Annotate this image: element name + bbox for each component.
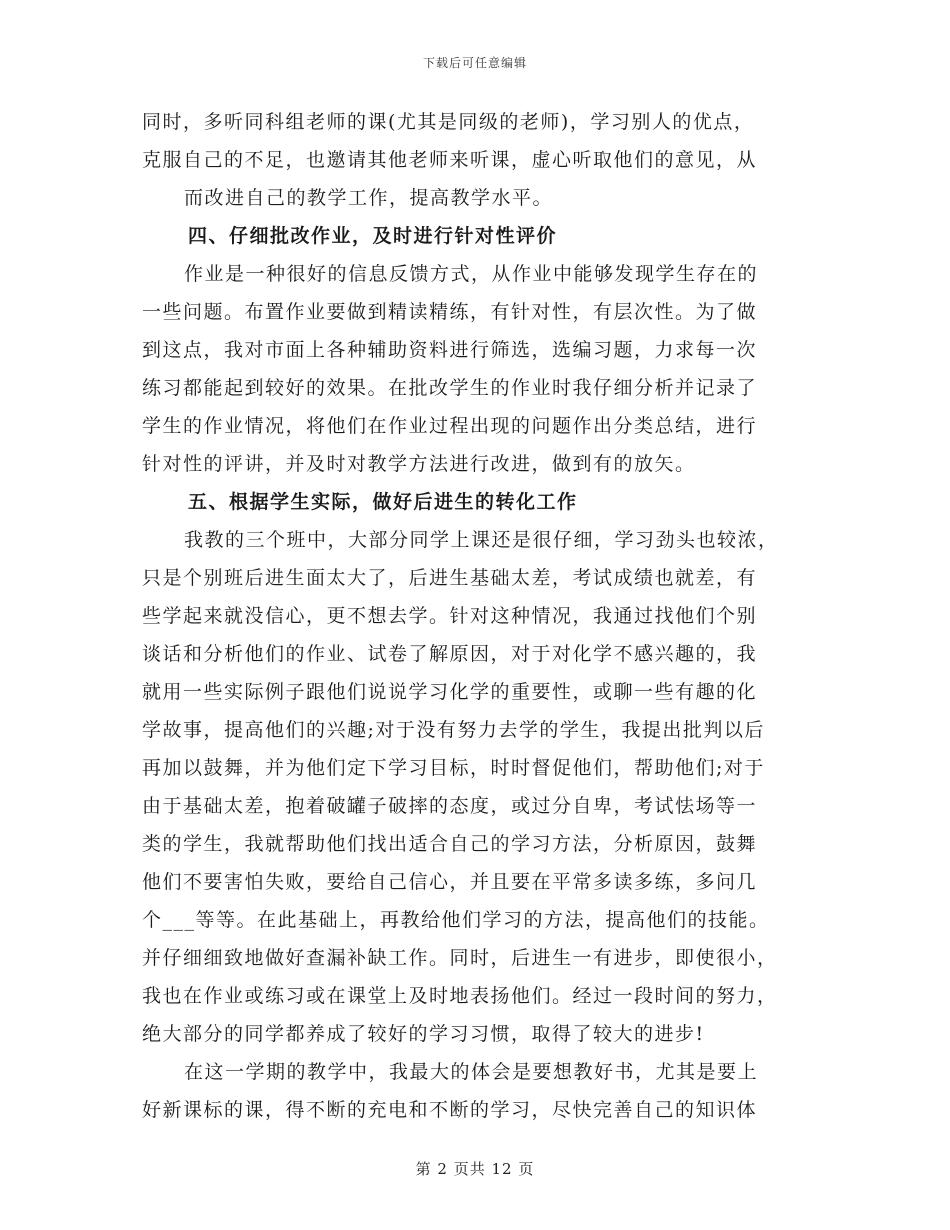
text-line: 我也在作业或练习或在课堂上及时地表扬他们。经过一段时间的努力， <box>142 985 778 1007</box>
page-header: 下载后可任意编辑 <box>422 56 527 70</box>
text-line: 绝大部分的同学都养成了较好的学习习惯，取得了较大的进步! <box>142 1023 705 1045</box>
text-line: 学故事，提高他们的兴趣;对于没有努力去学的学生，我提出批判以后 <box>142 719 765 741</box>
text-line: 学生的作业情况，将他们在作业过程出现的问题作出分类总结，进行 <box>142 415 758 437</box>
text-line: 针对性的评讲，并及时对教学方法进行改进，做到有的放矢。 <box>142 453 696 475</box>
text-line: 谈话和分析他们的作业、试卷了解原因，对于对化学不感兴趣的，我 <box>142 643 758 665</box>
text-line: 同时，多听同科组老师的课(尤其是同级的老师)，学习别人的优点， <box>142 111 755 133</box>
text-line: 些学起来就没信心，更不想去学。针对这种情况，我通过找他们个别 <box>142 605 758 627</box>
text-line: 好新课标的课，得不断的充电和不断的学习，尽快完善自己的知识体 <box>142 1099 758 1121</box>
text-line: 作业是一种很好的信息反馈方式，从作业中能够发现学生存在的 <box>184 263 759 285</box>
text-line: 在这一学期的教学中，我最大的体会是要想教好书，尤其是要上 <box>184 1061 759 1083</box>
text-line: 一些问题。布置作业要做到精读精练，有针对性，有层次性。为了做 <box>142 301 758 323</box>
text-line: 就用一些实际例子跟他们说说学习化学的重要性，或聊一些有趣的化 <box>142 681 758 703</box>
text-line: 再加以鼓舞，并为他们定下学习目标，时时督促他们，帮助他们;对于 <box>142 757 765 779</box>
text-line: 练习都能起到较好的效果。在批改学生的作业时我仔细分析并记录了 <box>142 377 758 399</box>
section-heading: 四、仔细批改作业，及时进行针对性评价 <box>188 225 558 247</box>
document-body <box>142 103 802 1129</box>
text-line: 克服自己的不足，也邀请其他老师来听课，虚心听取他们的意见，从 <box>142 149 758 171</box>
text-line: 到这点，我对市面上各种辅助资料进行筛选，选编习题，力求每一次 <box>142 339 758 361</box>
text-line: 由于基础太差，抱着破罐子破摔的态度，或过分自卑，考试怯场等一 <box>142 795 758 817</box>
text-line: 只是个别班后进生面太大了，后进生基础太差，考试成绩也就差，有 <box>142 567 758 589</box>
text-line: 他们不要害怕失败，要给自己信心，并且要在平常多读多练，多问几 <box>142 871 758 893</box>
page-number: 第 2 页共 12 页 <box>415 1160 535 1178</box>
text-line: 我教的三个班中，大部分同学上课还是很仔细，学习劲头也较浓， <box>184 529 779 551</box>
section-heading: 五、根据学生实际，做好后进生的转化工作 <box>188 491 578 513</box>
text-line: 个___等等。在此基础上，再教给他们学习的方法，提高他们的技能。 <box>142 909 770 931</box>
text-line: 而改进自己的教学工作，提高教学水平。 <box>184 187 554 209</box>
text-line: 并仔细细致地做好查漏补缺工作。同时，后进生一有进步，即使很小， <box>142 947 778 969</box>
text-line: 类的学生，我就帮助他们找出适合自己的学习方法，分析原因，鼓舞 <box>142 833 758 855</box>
